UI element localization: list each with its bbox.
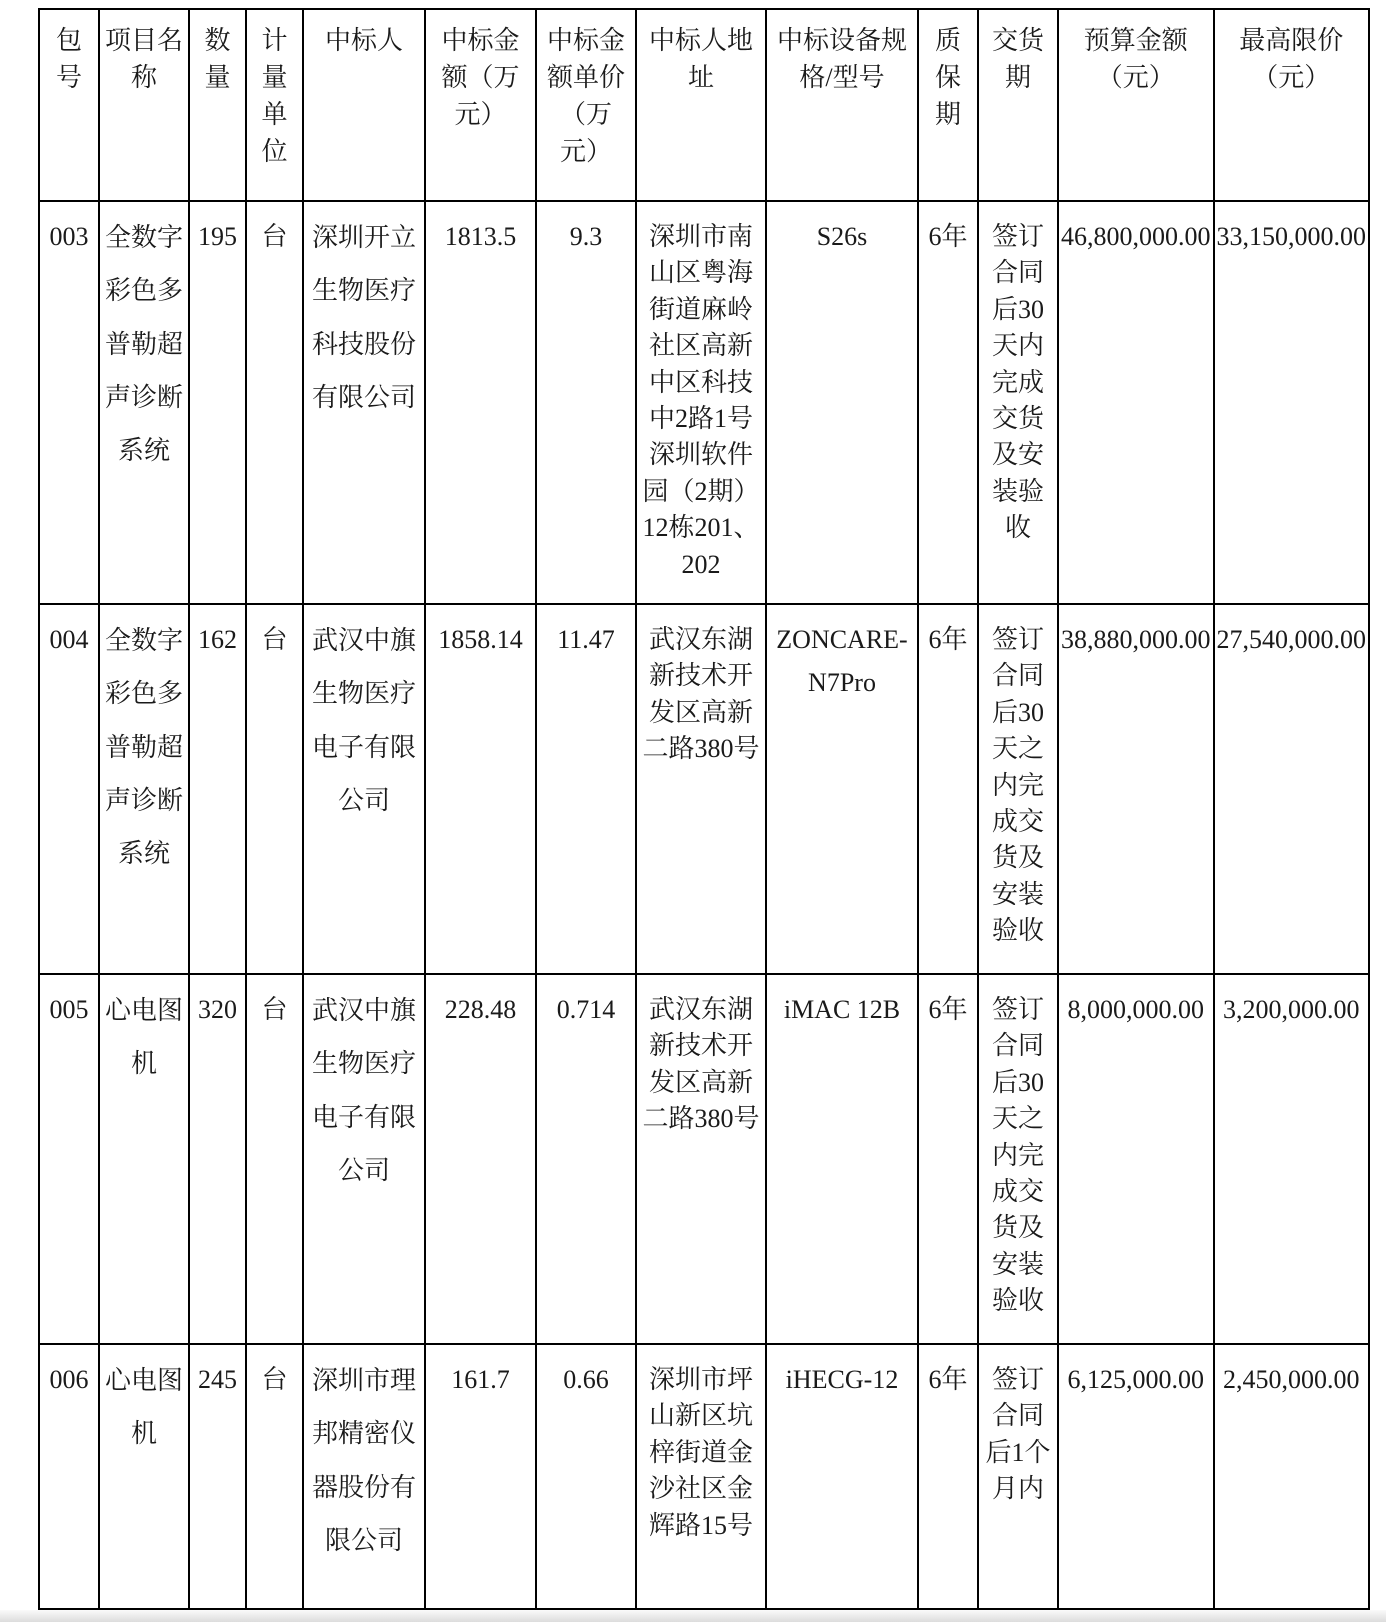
table-row (39, 974, 1369, 1344)
cell-unit: 台 (246, 974, 303, 1344)
cell-bid-amount: 161.7 (425, 1344, 536, 1609)
col-header-bidder-address: 中标人地址 (636, 9, 766, 201)
col-header-quantity: 数量 (189, 9, 246, 201)
cell-bid-amount: 228.48 (425, 974, 536, 1344)
table-row (39, 604, 1369, 974)
cell-max-price: 27,540,000.00 (1214, 604, 1370, 974)
cell-bid-unit-price: 0.66 (536, 1344, 636, 1609)
cell-bid-unit-price: 0.714 (536, 974, 636, 1344)
cell-warranty: 6年 (918, 1344, 978, 1609)
cell-bid-amount: 1813.5 (425, 201, 536, 604)
cell-bidder-address: 深圳市坪山新区坑梓街道金沙社区金辉路15号 (636, 1344, 766, 1609)
cell-quantity: 195 (189, 201, 246, 604)
col-header-bid-amount: 中标金额（万元） (425, 9, 536, 201)
cell-project-name: 全数字彩色多普勒超声诊断系统 (99, 604, 189, 974)
cell-bidder: 深圳开立生物医疗科技股份有限公司 (303, 201, 425, 604)
table-header (39, 9, 1369, 201)
page-bottom-strip (0, 1610, 1386, 1622)
cell-quantity: 320 (189, 974, 246, 1344)
cell-budget-amount: 8,000,000.00 (1058, 974, 1214, 1344)
cell-bidder: 深圳市理邦精密仪器股份有限公司 (303, 1344, 425, 1609)
cell-bidder-address: 深圳市南山区粤海街道麻岭社区高新中区科技中2路1号深圳软件园（2期）12栋201、202 (636, 201, 766, 604)
cell-bidder-address: 武汉东湖新技术开发区高新二路380号 (636, 974, 766, 1344)
cell-project-name: 全数字彩色多普勒超声诊断系统 (99, 201, 189, 604)
cell-warranty: 6年 (918, 974, 978, 1344)
header-row (39, 9, 1369, 201)
cell-equipment-model: iMAC 12B (766, 974, 918, 1344)
cell-project-name: 心电图机 (99, 1344, 189, 1609)
col-header-unit: 计量单位 (246, 9, 303, 201)
cell-package-no: 003 (39, 201, 99, 604)
col-header-equipment-model: 中标设备规格/型号 (766, 9, 918, 201)
cell-package-no: 004 (39, 604, 99, 974)
col-header-delivery: 交货期 (978, 9, 1058, 201)
cell-project-name: 心电图机 (99, 974, 189, 1344)
cell-warranty: 6年 (918, 201, 978, 604)
cell-unit: 台 (246, 201, 303, 604)
col-header-bid-unit-price: 中标金额单价（万元） (536, 9, 636, 201)
col-header-max-price: 最高限价（元） (1214, 9, 1370, 201)
cell-max-price: 3,200,000.00 (1214, 974, 1370, 1344)
cell-equipment-model: iHECG-12 (766, 1344, 918, 1609)
cell-budget-amount: 46,800,000.00 (1058, 201, 1214, 604)
cell-delivery: 签订合同后1个月内 (978, 1344, 1058, 1609)
cell-equipment-model: S26s (766, 201, 918, 604)
cell-unit: 台 (246, 1344, 303, 1609)
table-row (39, 1344, 1369, 1609)
cell-delivery: 签订合同后30天之内完成交货及安装验收 (978, 604, 1058, 974)
col-header-budget-amount: 预算金额（元） (1058, 9, 1214, 201)
cell-equipment-model: ZONCARE-N7Pro (766, 604, 918, 974)
col-header-bidder: 中标人 (303, 9, 425, 201)
cell-bid-unit-price: 9.3 (536, 201, 636, 604)
cell-bid-unit-price: 11.47 (536, 604, 636, 974)
cell-delivery: 签订合同后30天之内完成交货及安装验收 (978, 974, 1058, 1344)
cell-bidder: 武汉中旗生物医疗电子有限公司 (303, 604, 425, 974)
col-header-package-no: 包号 (39, 9, 99, 201)
col-header-project-name: 项目名称 (99, 9, 189, 201)
cell-package-no: 006 (39, 1344, 99, 1609)
bid-results-table (38, 8, 1370, 1610)
cell-quantity: 162 (189, 604, 246, 974)
cell-max-price: 2,450,000.00 (1214, 1344, 1370, 1609)
cell-bid-amount: 1858.14 (425, 604, 536, 974)
cell-quantity: 245 (189, 1344, 246, 1609)
cell-unit: 台 (246, 604, 303, 974)
cell-warranty: 6年 (918, 604, 978, 974)
cell-delivery: 签订合同后30天内完成交货及安装验收 (978, 201, 1058, 604)
cell-budget-amount: 6,125,000.00 (1058, 1344, 1214, 1609)
table-body (39, 201, 1369, 1609)
cell-package-no: 005 (39, 974, 99, 1344)
cell-max-price: 33,150,000.00 (1214, 201, 1370, 604)
cell-bidder-address: 武汉东湖新技术开发区高新二路380号 (636, 604, 766, 974)
table-row (39, 201, 1369, 604)
col-header-warranty: 质保期 (918, 9, 978, 201)
cell-bidder: 武汉中旗生物医疗电子有限公司 (303, 974, 425, 1344)
cell-budget-amount: 38,880,000.00 (1058, 604, 1214, 974)
